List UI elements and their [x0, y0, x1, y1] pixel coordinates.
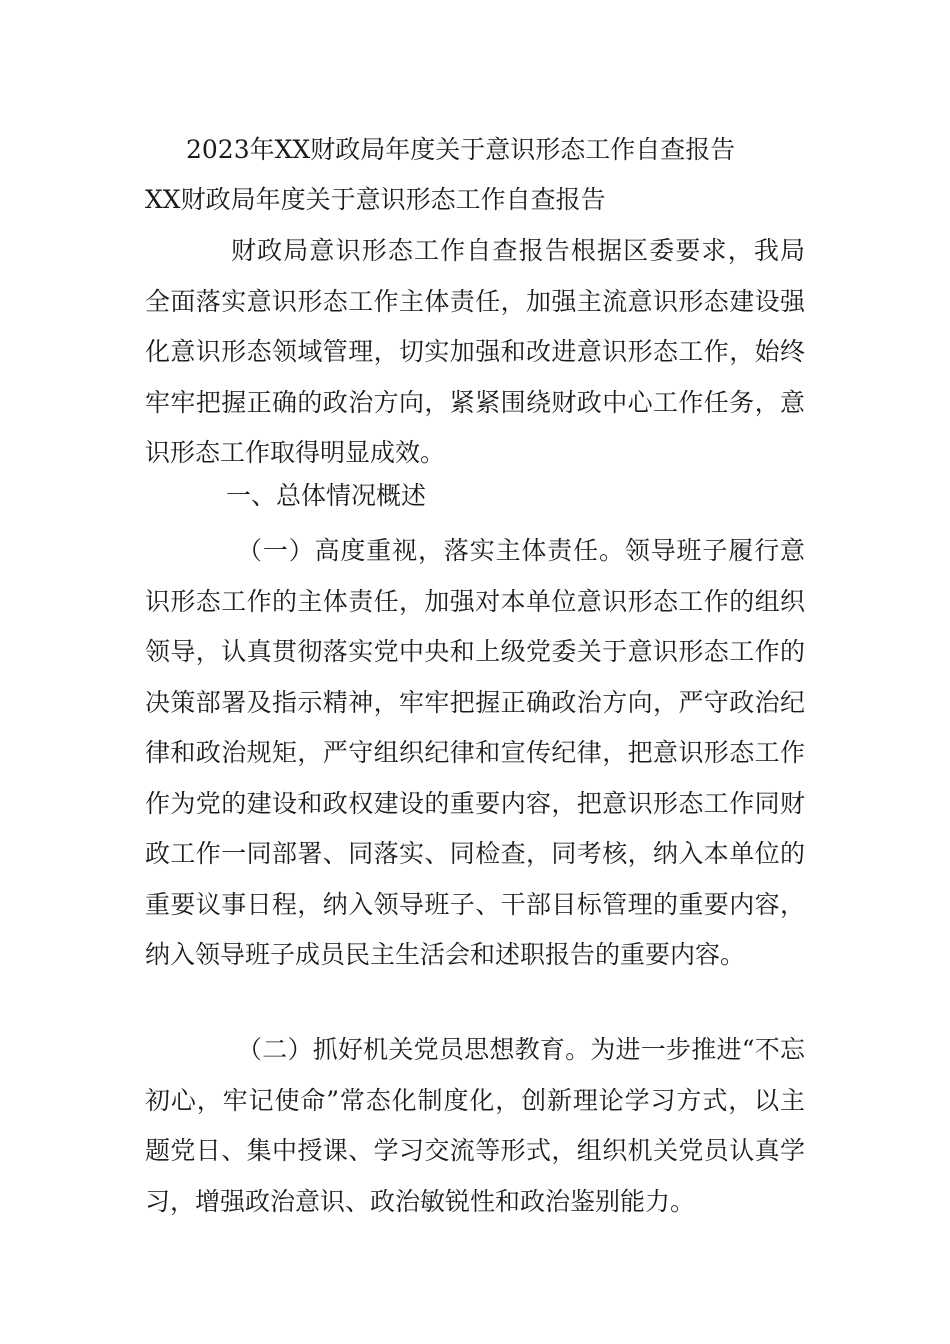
section-heading: 一、总体情况概述	[226, 481, 427, 510]
section-item-1-paragraph: （一）高度重视，落实主体责任。领导班子履行意识形态工作的主体责任，加强对本单位意识形态工作的组织领导，认真贯彻落实党中央和上级党委关于意识形态工作的决策部署及指示精神，牢牢把握正确政治方向，严守政治纪律和政治规矩，严守组织纪律和宣传纪律，把意识形态工作作为党的建设和政权建设的重要内容，把意识形态工作同财政工作一同部署、同落实、同检查，同考核，纳入本单位的重要议事日程，纳入领导班子、干部目标管理的重要内容，纳入领导班子成员民主生活会和述职报告的重要内容。	[145, 536, 805, 969]
section-item-2-paragraph: （二）抓好机关党员思想教育。为进一步推进“不忘初心，牢记使命”常态化制度化，创新理论学习方式，以主题党日、集中授课、学习交流等形式，组织机关党员认真学习，增强政治意识、政治敏锐性和政治鉴别能力。	[145, 1035, 805, 1216]
document-subtitle: XX财政局年度关于意识形态工作自查报告	[145, 185, 606, 214]
document-title: 2023年XX财政局年度关于意识形态工作自查报告	[186, 135, 736, 164]
intro-paragraph: 财政局意识形态工作自查报告根据区委要求，我局全面落实意识形态工作主体责任，加强主流意识形态建设强化意识形态领域管理，切实加强和改进意识形态工作，始终牢牢把握正确的政治方向，紧紧围绕财政中心工作任务，意识形态工作取得明显成效。	[145, 236, 805, 467]
